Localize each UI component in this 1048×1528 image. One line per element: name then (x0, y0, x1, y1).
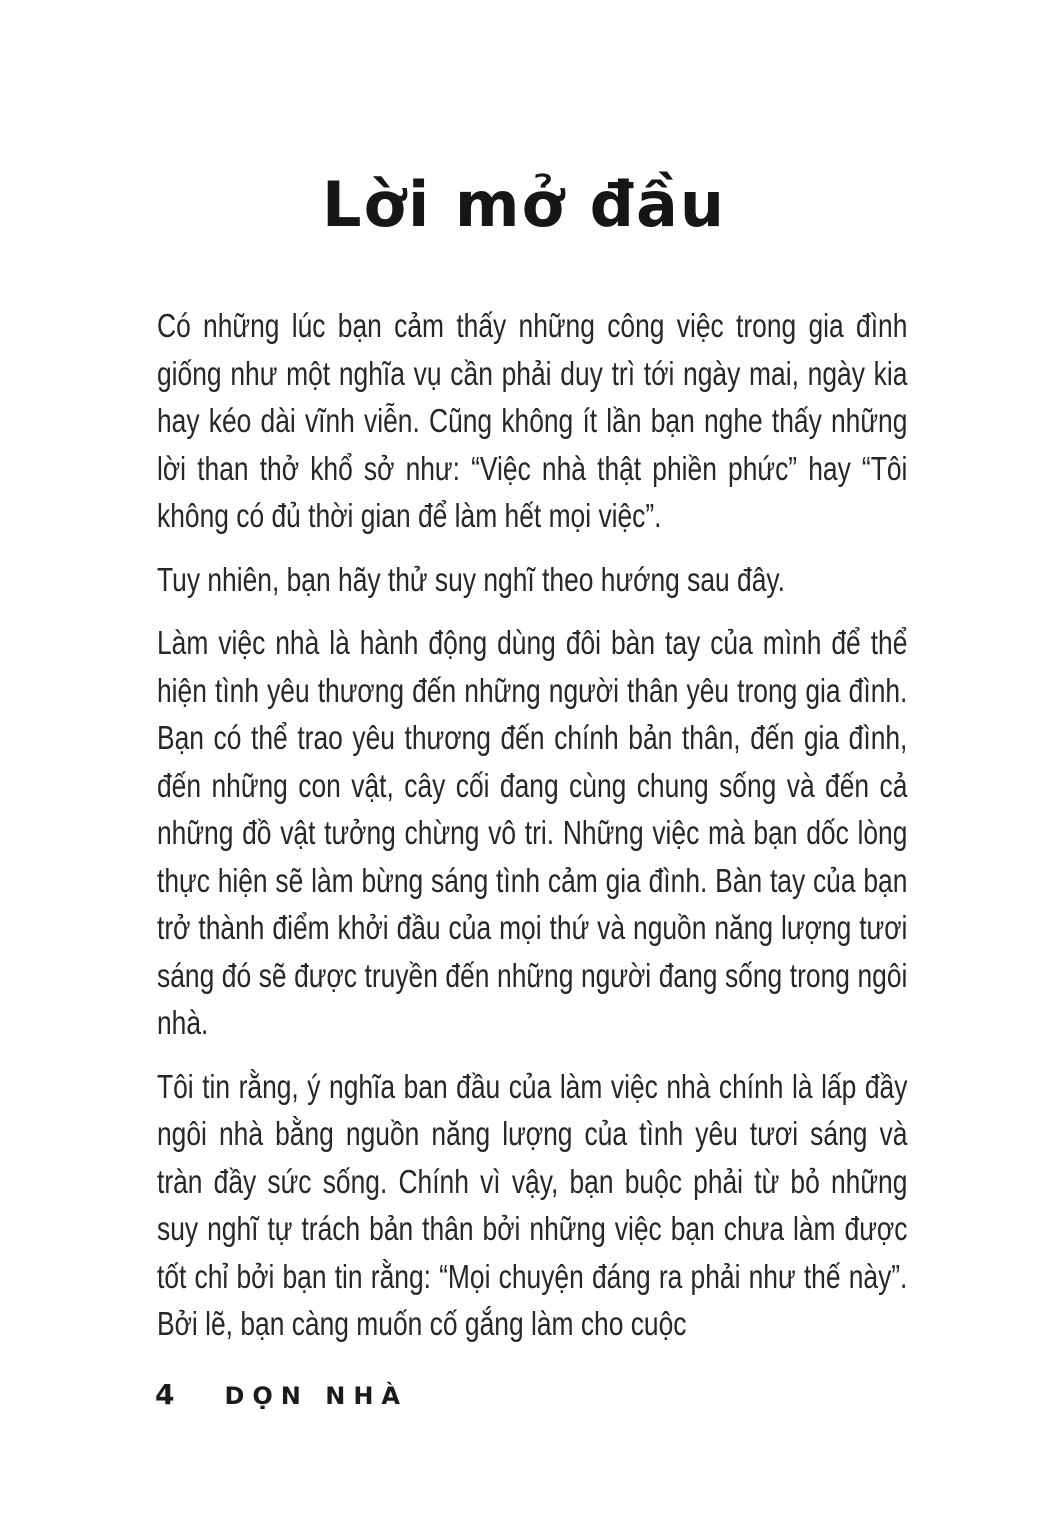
page-footer (155, 1378, 408, 1411)
paragraph-3: Làm việc nhà là hành động dùng đôi bàn tay của mình để thể hiện tình yêu thương đến những người thân yêu trong gia đình. Bạn có thể trao yêu thương đến chính bản thân, đến gia đình, đến những con vật, cây cối đang cùng chung sống và đến cả những đồ vật tưởng chừng vô tri. Những việc mà bạn dốc lòng thực hiện sẽ làm bừng sáng tình cảm gia đình. Bàn tay của bạn trở thành điểm khởi đầu của mọi thứ và nguồn năng lượng tươi sáng đó sẽ được truyền đến những người đang sống trong ngôi nhà. (157, 624, 908, 1041)
paragraph-4: Tôi tin rằng, ý nghĩa ban đầu của làm việc nhà chính là lấp đầy ngôi nhà bằng nguồn năng lượng của tình yêu tươi sáng và tràn đầy sức sống. Chính vì vậy, bạn buộc phải từ bỏ những suy nghĩ tự trách bản thân bởi những việc bạn chưa làm được tốt chỉ bởi bạn tin rằng: “Mọi chuyện đáng ra phải như thế này”. Bởi lẽ, bạn càng muốn cố gắng làm cho cuộc (157, 1067, 908, 1342)
page-number: 4 (155, 1378, 175, 1411)
paragraph-2: Tuy nhiên, bạn hãy thử suy nghĩ theo hướng sau đây. (157, 560, 785, 598)
paragraph-1: Có những lúc bạn cảm thấy những công việc trong gia đình giống như một nghĩa vụ cần phải duy trì tới ngày mai, ngày kia hay kéo dài vĩnh viễn. Cũng không ít lần bạn nghe thấy những lời than thở khổ sở như: “Việc nhà thật phiền phức” hay “Tôi không có đủ thời gian để làm hết mọi việc”. (157, 307, 908, 534)
book-title: DỌN NHÀ (224, 1382, 408, 1410)
chapter-title: Lời mở đầu (321, 167, 727, 241)
body-text (157, 302, 907, 1364)
